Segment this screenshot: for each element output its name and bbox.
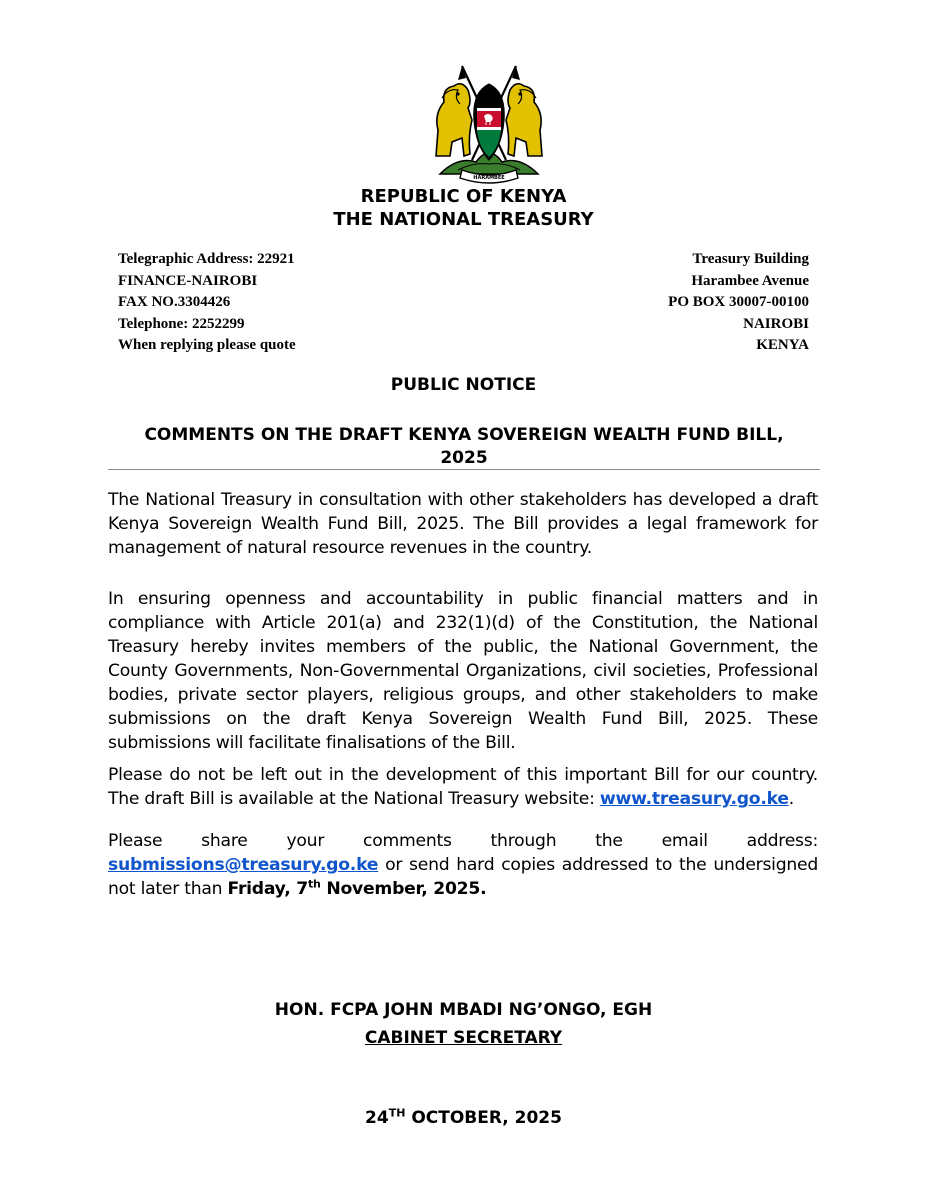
paragraph-text — [108, 763, 818, 811]
paragraph-intro — [108, 488, 818, 560]
address-left-line: FAX NO.3304426 — [118, 294, 231, 310]
header-treasury: THE NATIONAL TREASURY — [333, 209, 594, 230]
paragraph-text — [108, 829, 818, 901]
coat-motto: HARAMBEE — [473, 175, 505, 181]
notice-subject-line: COMMENTS ON THE DRAFT KENYA SOVEREIGN WEALTH FUND BILL, — [144, 425, 784, 445]
paragraph-text-span: or send hard copies addressed to the undersigned not later than — [108, 855, 818, 899]
notice-subject-line: 2025 — [440, 448, 488, 468]
paragraph-submissions — [108, 829, 818, 901]
address-left — [118, 249, 296, 357]
address-right-line: NAIROBI — [743, 315, 809, 332]
treasury-website-link[interactable]: www.treasury.go.ke — [599, 789, 789, 809]
notice-date — [0, 1108, 927, 1128]
date-suffix: TH — [388, 1106, 406, 1120]
deadline-day: Friday, 7 — [227, 879, 309, 899]
date-rest: OCTOBER, 2025 — [405, 1108, 562, 1128]
address-left-line: Telegraphic Address: 22921 — [118, 251, 295, 267]
address-right-line: KENYA — [756, 337, 809, 353]
address-left-line: Telephone: 2252299 — [118, 315, 245, 332]
header-republic: REPUBLIC OF KENYA — [360, 186, 567, 207]
notice-title: PUBLIC NOTICE — [390, 375, 537, 395]
paragraph-website — [108, 763, 818, 811]
address-right-line: Harambee Avenue — [691, 272, 809, 289]
notice-subject — [100, 424, 828, 470]
paragraph-invitation — [108, 587, 818, 755]
deadline-rest: November, 2025. — [320, 879, 487, 899]
submissions-email-link[interactable]: submissions@treasury.go.ke — [108, 855, 379, 875]
address-right — [668, 249, 809, 357]
deadline — [228, 879, 487, 899]
divider — [108, 469, 820, 470]
signatory-name: HON. FCPA JOHN MBADI NG’ONGO, EGH — [274, 1000, 653, 1020]
signatory-title — [0, 1028, 927, 1048]
deadline-suffix: th — [308, 877, 321, 891]
paragraph-text: The National Treasury in consultation with other stakeholders has developed a draft Kenya Sovereign Wealth Fund Bill, 2025. The Bill provides a legal framework for management of natural resource revenues in the country. — [108, 490, 818, 558]
paragraph-text-span: Please do not be left out in the development of this important Bill for our country. The draft Bill is available at the National Treasury website: — [108, 765, 818, 809]
date-day: 24 — [365, 1108, 389, 1128]
signatory-title-text: CABINET SECRETARY — [364, 1028, 563, 1048]
paragraph-end: . — [788, 789, 794, 809]
kenya-coat-of-arms-icon — [428, 58, 550, 188]
paragraph-text-span: Please share your comments through the email address: — [108, 831, 818, 851]
paragraph-text: In ensuring openness and accountability in public financial matters and in compliance with Article 201(a) and 232(1)(d) of the Constitution, the National Treasury hereby invites members of the public, the National Government, the County Governments, Non-Governmental Organizations, civil societies, Professional bodies, private sector players, religious groups, and other stakeholders to make submissions on the draft Kenya Sovereign Wealth Fund Bill, 2025. These submissions will facilitate finalisations of the Bill. — [108, 589, 818, 753]
address-right-line: Treasury Building — [692, 251, 809, 267]
address-right-line: PO BOX 30007-00100 — [668, 294, 809, 310]
address-left-line: When replying please quote — [118, 337, 296, 353]
address-left-line: FINANCE-NAIROBI — [118, 272, 258, 289]
